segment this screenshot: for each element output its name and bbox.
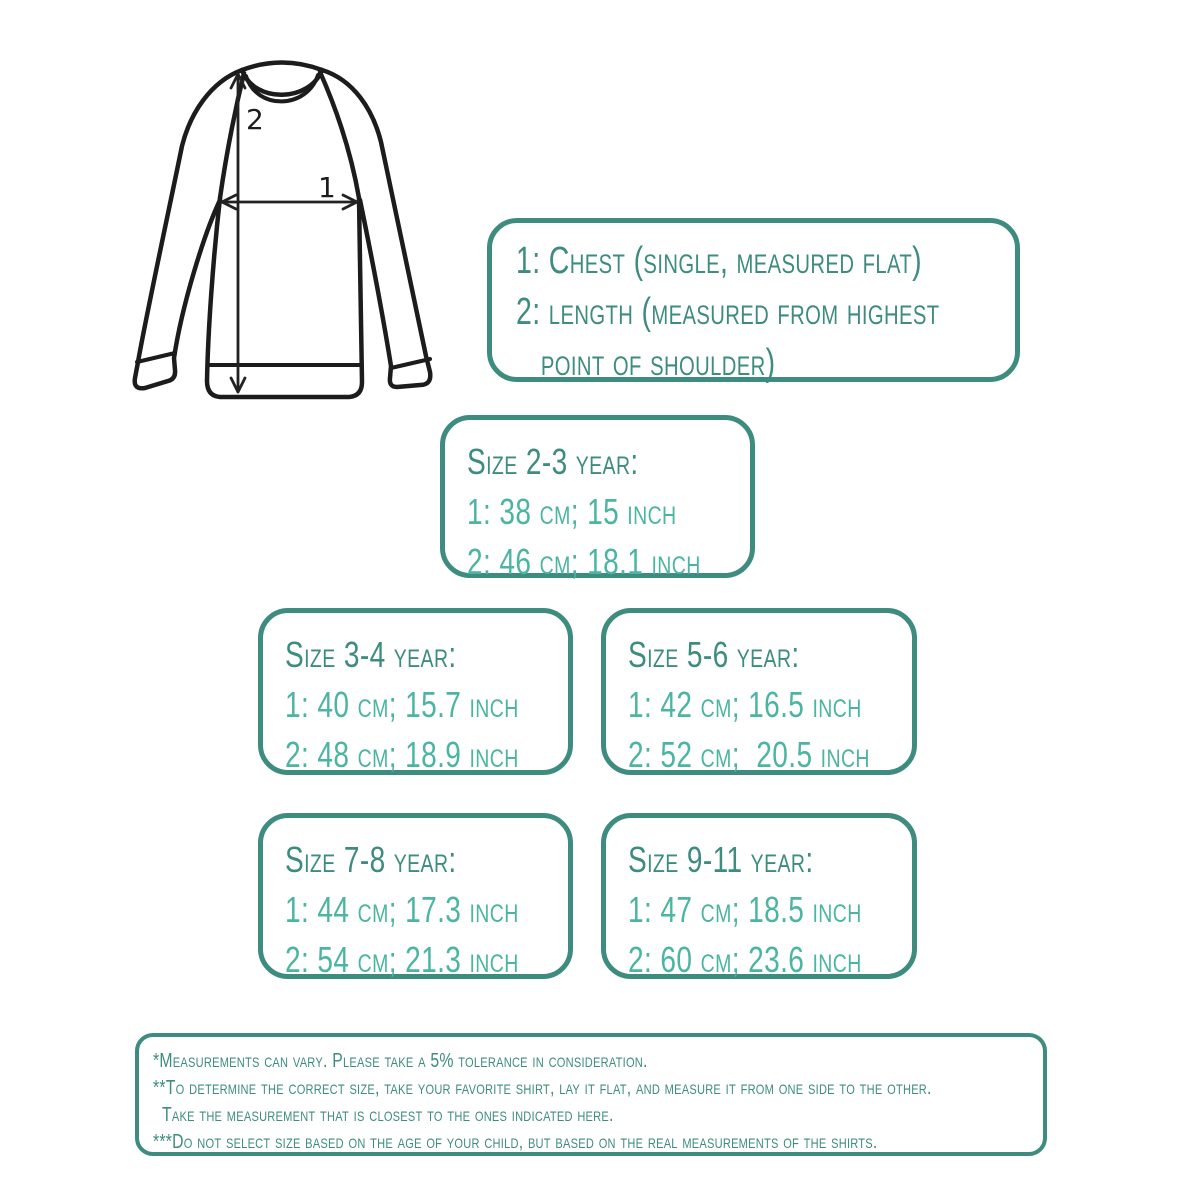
measurement-legend-panel — [487, 218, 1020, 382]
length-measurement: 2: 52 cm; 20.5 inch — [628, 734, 870, 775]
left-raglan-seam — [220, 73, 244, 198]
length-measurement: 2: 60 cm; 23.6 inch — [628, 939, 862, 980]
chest-measurement: 1: 44 cm; 17.3 inch — [285, 889, 519, 930]
legend-line-length-cont: point of shoulder) — [516, 342, 776, 384]
size-panel-2-3-year — [440, 415, 755, 582]
chest-measurement: 1: 40 cm; 15.7 inch — [285, 684, 519, 725]
length-measurement: 2: 48 cm; 18.9 inch — [285, 734, 519, 775]
chest-arrow-label: 1 — [318, 171, 336, 204]
left-cuff-line — [137, 353, 175, 362]
footnote-how-to-measure: **To determine the correct size, take your favorite shirt, lay it flat, and measure it from one side to the other. — [153, 1077, 932, 1099]
size-title: Size 3-4 year: — [285, 634, 457, 675]
footnotes-panel — [135, 1033, 1047, 1156]
left-sleeve-outline — [135, 70, 242, 388]
footnote-age-warning: ***Do not select size based on the age of your child, but based on the real measurements of the shirts. — [153, 1131, 878, 1153]
chest-measurement: 1: 42 cm; 16.5 inch — [628, 684, 862, 725]
size-title: Size 5-6 year: — [628, 634, 800, 675]
size-title: Size 7-8 year: — [285, 839, 457, 880]
length-measurement: 2: 46 cm; 18.1 inch — [467, 541, 701, 582]
size-panel-7-8-year — [258, 813, 573, 979]
size-title: Size 9-11 year: — [628, 839, 814, 880]
legend-line-length: 2: length (measured from highest — [516, 291, 940, 333]
size-panel-9-11-year — [601, 813, 917, 979]
size-panel-3-4-year — [258, 608, 573, 775]
length-arrow-label: 2 — [246, 103, 264, 136]
body-outline — [207, 198, 362, 397]
chest-measurement: 1: 38 cm; 15 inch — [467, 491, 677, 532]
footnote-tolerance: *Measurements can vary. Please take a 5% tolerance in consideration. — [153, 1050, 648, 1072]
right-cuff-line — [391, 359, 430, 368]
collar-back-line — [242, 63, 322, 71]
length-measurement: 2: 54 cm; 21.3 inch — [285, 939, 519, 980]
chest-measurement: 1: 47 cm; 18.5 inch — [628, 889, 862, 930]
size-title: Size 2-3 year: — [467, 441, 639, 482]
chest-arrow — [222, 195, 357, 209]
legend-line-chest: 1: Chest (single, measured flat) — [516, 240, 922, 282]
size-panel-5-6-year — [601, 608, 917, 775]
sweater-diagram — [130, 50, 460, 420]
footnote-how-to-measure-cont: Take the measurement that is closest to the ones indicated here. — [153, 1104, 614, 1126]
